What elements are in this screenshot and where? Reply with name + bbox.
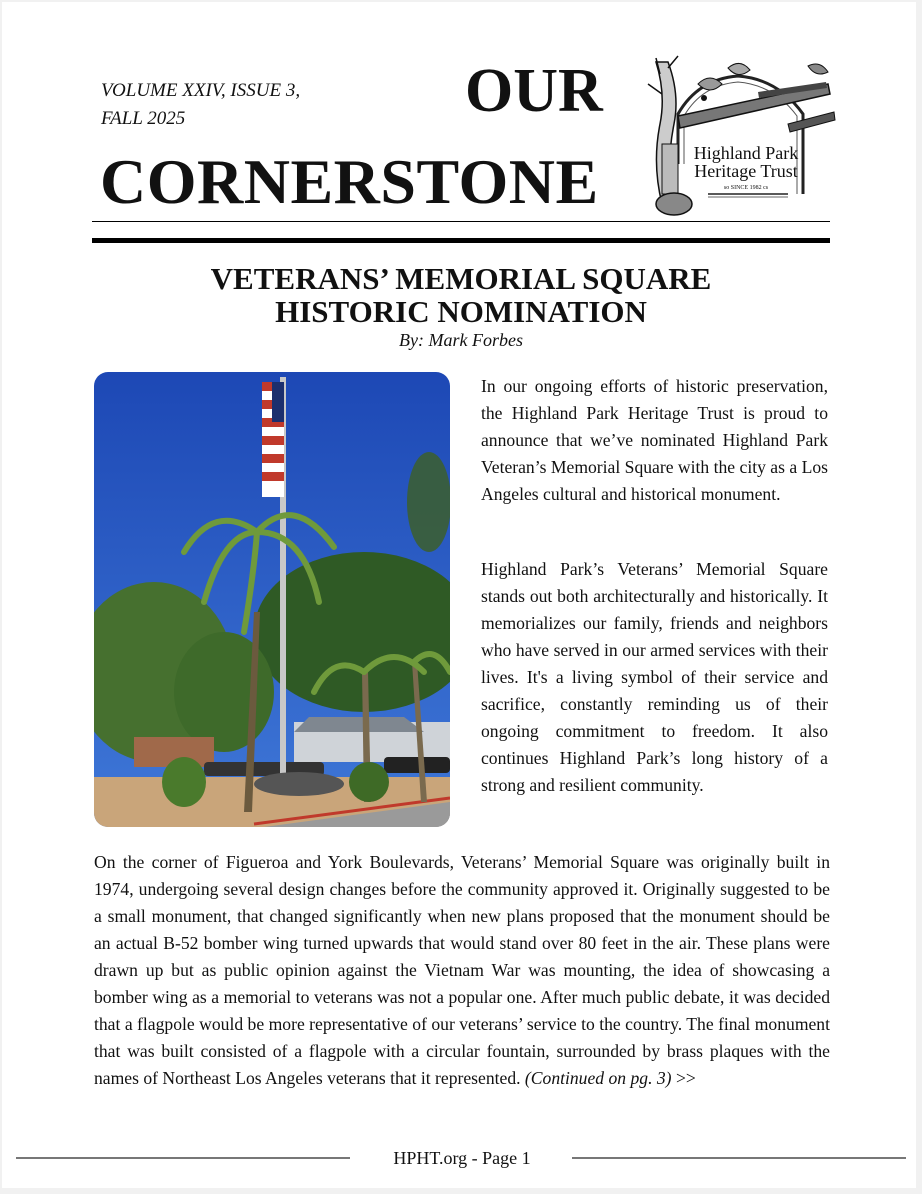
footer-rule-right [572,1157,906,1159]
highland-park-heritage-trust-logo [638,54,838,220]
svg-text:Highland Park: Highland Park [693,143,799,163]
issue-info [101,77,300,133]
article-paragraph-3 [94,849,830,1092]
headline-line2: HISTORIC NOMINATION [275,294,647,329]
footer-rule-left [16,1157,350,1159]
flagpole-photo-icon [94,372,450,827]
article-paragraph-1: In our ongoing efforts of historic preservation, the Highland Park Heritage Trust is proud to announce that we’ve nominated Highland Park Veteran’s Memorial Square with the city as a Los Angeles cultural and historical monument. [481,376,828,504]
newsletter-page [2,2,916,1188]
masthead-title-line2: CORNERSTONE [100,146,599,217]
masthead-title-line1: OUR [465,57,603,125]
season-year: FALL 2025 [101,108,186,129]
article-paragraph-2: Highland Park’s Veterans’ Memorial Square stands out both architecturally and historically. It memorializes our family, friends and neighbors who have served in our armed services with their lives. It's a living symbol of their service and sacrifice, constantly reminding us of their ongoing commitment to freedom. It also continues Highland Park’s long history of a strong and resilient community. [481,559,828,795]
continued-arrow: >> [675,1068,696,1088]
footer-page-label: HPHT.org - Page 1 [393,1148,531,1168]
paragraph-3-text: On the corner of Figueroa and York Boulevards, Veterans’ Memorial Square was originally built in 1974, undergoing several design changes before the community approved it. Originally suggested to be a small monument, that changed significantly when new plans proposed that the monument should be an actual B-52 bomber wing turned upwards that would stand over 80 feet in the air. These plans were drawn up but as public opinion against the Vietnam War was mounting, the idea of showcasing a bomber wing as a memorial to veterans was not a popular one. After much public debate, it was decided that a flagpole would be more representative of our veterans’ service to the country. The final monument that was built consisted of a flagpole with a circular fountain, surrounded by brass plaques with the names of Northeast Los Angeles veterans that it represented. [94,852,830,1088]
svg-text:so SINCE 1982 cs: so SINCE 1982 cs [723,185,769,191]
page-footer [2,1146,916,1170]
continued-link[interactable]: (Continued on pg. 3) [524,1068,672,1088]
logo-illustration-icon [638,54,838,220]
masthead-rule-thick [92,238,830,243]
volume-issue: VOLUME XXIV, ISSUE 3, [101,80,301,101]
memorial-square-photo [94,372,450,827]
svg-text:Heritage Trust: Heritage Trust [694,161,798,181]
masthead-rule-thin [92,221,830,222]
article-byline: By: Mark Forbes [399,330,523,350]
headline-line1: VETERANS’ MEMORIAL SQUARE [210,261,712,296]
article-headline [92,262,830,328]
